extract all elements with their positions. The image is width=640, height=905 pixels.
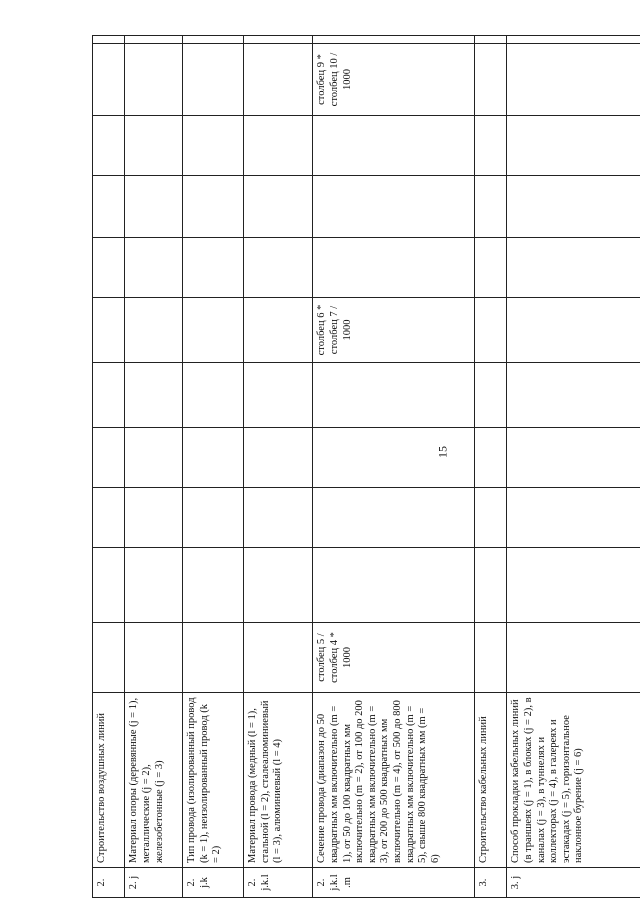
data-cell	[475, 238, 507, 298]
table-row	[125, 36, 183, 898]
row-label-cell: Способ прокладки кабельных линий (в траншеях (j = 1), в блоках (j = 2), в каналах (j = 3), в туннелях и коллекторах (j = 4), в галереях и эстакадах (j = 5), горизонтальное наклонное бурение (j = 6)	[507, 693, 640, 868]
data-cell	[93, 238, 125, 298]
data-cell	[93, 363, 125, 428]
data-cell	[507, 623, 640, 693]
tariff-table	[92, 35, 640, 898]
data-cell	[507, 116, 640, 176]
data-cell	[475, 623, 507, 693]
table-row	[183, 36, 244, 898]
data-cell	[93, 44, 125, 116]
data-cell	[244, 488, 313, 548]
data-cell	[475, 36, 507, 44]
data-cell	[475, 44, 507, 116]
table-row	[244, 36, 313, 898]
data-cell	[93, 298, 125, 363]
data-cell	[125, 116, 183, 176]
data-cell	[313, 238, 475, 298]
data-cell	[244, 238, 313, 298]
row-label-cell: Тип провода (изолированный провод (k = 1), неизолированный провод (k = 2)	[183, 693, 244, 868]
data-cell	[93, 488, 125, 548]
data-cell	[183, 44, 244, 116]
data-cell	[244, 428, 313, 488]
data-cell	[244, 623, 313, 693]
data-cell	[507, 176, 640, 238]
table-row	[313, 36, 475, 898]
data-cell	[93, 548, 125, 623]
data-cell	[93, 36, 125, 44]
data-cell	[125, 176, 183, 238]
row-label-cell: Материал опоры (деревянные (j = 1), металлические (j = 2), железобетонные (j = 3)	[125, 693, 183, 868]
data-cell	[125, 36, 183, 44]
row-number-cell: 2. j.k.l	[244, 868, 313, 898]
data-cell	[475, 428, 507, 488]
data-cell	[313, 363, 475, 428]
data-cell	[125, 488, 183, 548]
data-cell	[183, 548, 244, 623]
data-cell	[507, 44, 640, 116]
data-cell	[475, 116, 507, 176]
data-cell	[125, 428, 183, 488]
row-number-cell: 2.	[93, 868, 125, 898]
data-cell	[183, 363, 244, 428]
data-cell	[93, 116, 125, 176]
data-cell	[183, 238, 244, 298]
data-cell	[244, 116, 313, 176]
data-cell	[93, 176, 125, 238]
page-number: 15	[435, 446, 450, 458]
data-cell	[183, 36, 244, 44]
data-cell	[313, 548, 475, 623]
row-label-cell: Строительство кабельных линий	[475, 693, 507, 868]
data-cell	[125, 623, 183, 693]
data-cell	[183, 623, 244, 693]
table-row	[507, 36, 640, 898]
data-cell	[475, 298, 507, 363]
row-number-cell: 2. j	[125, 868, 183, 898]
data-cell	[507, 298, 640, 363]
data-cell	[93, 428, 125, 488]
data-cell	[183, 488, 244, 548]
data-cell	[183, 176, 244, 238]
data-cell	[244, 363, 313, 428]
row-number-cell: 3. j	[507, 868, 640, 898]
data-cell: столбец 9 * столбец 10 / 1000	[313, 44, 475, 116]
data-cell: столбец 6 * столбец 7 / 1000	[313, 298, 475, 363]
table-row	[475, 36, 507, 898]
data-cell	[475, 363, 507, 428]
data-cell	[313, 36, 475, 44]
data-cell	[244, 298, 313, 363]
data-cell	[125, 548, 183, 623]
data-cell	[313, 116, 475, 176]
row-number-cell: 3.	[475, 868, 507, 898]
data-cell	[313, 176, 475, 238]
data-cell	[244, 176, 313, 238]
row-number-cell: 2. j.k	[183, 868, 244, 898]
data-cell	[475, 488, 507, 548]
data-cell	[507, 363, 640, 428]
data-cell	[125, 298, 183, 363]
row-number-cell: 2. j.k.l .m	[313, 868, 475, 898]
data-cell	[507, 36, 640, 44]
data-cell	[313, 488, 475, 548]
data-cell	[183, 116, 244, 176]
data-cell	[475, 176, 507, 238]
data-cell	[507, 488, 640, 548]
data-cell	[125, 363, 183, 428]
data-cell	[507, 428, 640, 488]
data-cell	[244, 44, 313, 116]
row-label-cell: Строительство воздушных линий	[93, 693, 125, 868]
data-cell	[183, 298, 244, 363]
row-label-cell: Материал провода (медный (l = 1), стальной (l = 2), сталеалюминиевый (l = 3), алюминиевый (l = 4)	[244, 693, 313, 868]
data-cell	[244, 36, 313, 44]
data-cell	[507, 548, 640, 623]
table-row	[93, 36, 125, 898]
data-cell	[475, 548, 507, 623]
data-cell	[244, 548, 313, 623]
data-cell	[507, 238, 640, 298]
data-cell	[125, 238, 183, 298]
rotated-table-container	[92, 36, 640, 898]
row-label-cell: Сечение провода (диапазон до 50 квадратных мм включительно (m = 1), от 50 до 100 квадратных мм включительно (m = 2), от 100 до 200 квадратных мм включительно (m = 3), от 200 до 500 квадратных мм включительно (m = 4), от 500 до 800 квадратных мм включительно (m = 5), свыше 800 квадратных мм (m = 6)	[313, 693, 475, 868]
data-cell	[125, 44, 183, 116]
data-cell	[313, 428, 475, 488]
data-cell	[93, 623, 125, 693]
data-cell: столбец 5 / столбец 4 * 1000	[313, 623, 475, 693]
data-cell	[183, 428, 244, 488]
